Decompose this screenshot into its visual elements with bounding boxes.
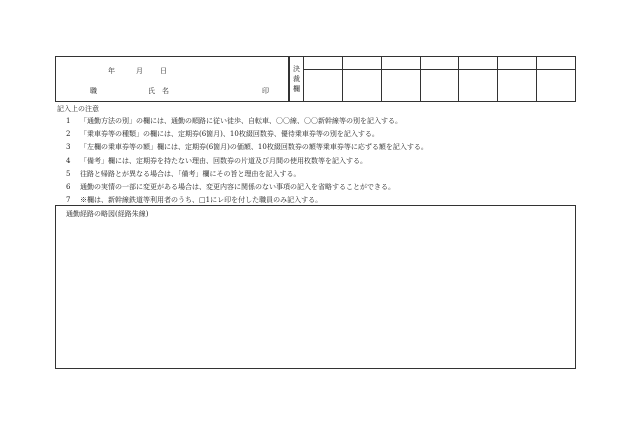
- notes-title: 記入上の注意: [57, 105, 99, 113]
- approval-cell-seal[interactable]: [343, 70, 381, 101]
- approval-column: [537, 57, 575, 101]
- approval-cell-seal[interactable]: [382, 70, 420, 101]
- approval-column: [498, 57, 537, 101]
- note-number: 5: [66, 169, 71, 178]
- approval-column: [382, 57, 421, 101]
- approval-table: [289, 56, 576, 102]
- note-number: 7: [66, 196, 71, 205]
- approval-cell-seal[interactable]: [459, 70, 497, 101]
- note-text: 「乗車券等の種類」の欄には、定期券(6箇月)、10枚綴回数券、優待乗車券等の別を記入する。: [80, 130, 379, 139]
- approval-cell-header[interactable]: [498, 57, 536, 70]
- notes-list: [66, 116, 576, 208]
- position-label: 職: [90, 87, 97, 95]
- approval-cell-seal[interactable]: [421, 70, 459, 101]
- approval-label-char-2: 裁: [293, 75, 300, 83]
- date-signature-block: [55, 56, 289, 102]
- approval-column: [304, 57, 343, 101]
- approval-label-char-1: 決: [293, 65, 300, 73]
- day-label: 日: [160, 67, 167, 75]
- note-item: [66, 156, 576, 169]
- note-text: 通勤の実情の一部に変更がある場合は、変更内容に関係のない事項の記入を省略することができる。: [80, 182, 395, 191]
- seal-label: 印: [262, 87, 269, 95]
- note-text: 「備考」欄には、定期券を持たない理由、回数券の片道及び月間の使用枚数等を記入する。: [80, 156, 367, 165]
- route-sketch-title: 通勤経路の略図(経路朱線): [66, 210, 149, 218]
- note-text: ※欄は、新幹線鉄道等利用者のうち、□1にレ印を付した職員のみ記入する。: [80, 196, 323, 205]
- approval-column: [421, 57, 460, 101]
- note-number: 6: [66, 182, 71, 191]
- approval-column: [459, 57, 498, 101]
- note-number: 4: [66, 156, 71, 165]
- route-sketch-box[interactable]: [55, 205, 576, 369]
- note-text: 「左欄の乗車券等の額」欄には、定期券(6箇月)の価額、10枚綴回数券の額等乗車券等に応ずる額を記入する。: [80, 143, 428, 152]
- note-item: [66, 129, 576, 142]
- note-item: [66, 116, 576, 129]
- approval-cell-header[interactable]: [343, 57, 381, 70]
- note-text: 「通勤方法の別」の欄には、通勤の順路に従い徒歩、自転車、〇〇線、〇〇新幹線等の別を記入する。: [80, 117, 402, 125]
- note-number: 3: [66, 143, 71, 152]
- approval-column: [343, 57, 382, 101]
- approval-cell-seal[interactable]: [537, 70, 575, 101]
- name-label: 氏 名: [148, 87, 169, 95]
- approval-label-char-3: 欄: [293, 85, 300, 93]
- approval-cell-header[interactable]: [459, 57, 497, 70]
- approval-cell-header[interactable]: [421, 57, 459, 70]
- note-number: 1: [66, 117, 71, 125]
- approval-cell-header[interactable]: [382, 57, 420, 70]
- note-item: [66, 169, 576, 182]
- note-number: 2: [66, 130, 71, 139]
- note-item: [66, 182, 576, 195]
- note-text: 往路と帰路とが異なる場合は、「備考」欄にその旨と理由を記入する。: [80, 169, 301, 178]
- approval-columns: [304, 57, 575, 101]
- approval-cell-seal[interactable]: [304, 70, 342, 101]
- approval-cell-seal[interactable]: [498, 70, 536, 101]
- approval-label: [290, 57, 304, 101]
- approval-cell-header[interactable]: [537, 57, 575, 70]
- month-label: 月: [136, 67, 143, 75]
- approval-cell-header[interactable]: [304, 57, 342, 70]
- note-item: [66, 142, 576, 155]
- year-label: 年: [108, 67, 115, 75]
